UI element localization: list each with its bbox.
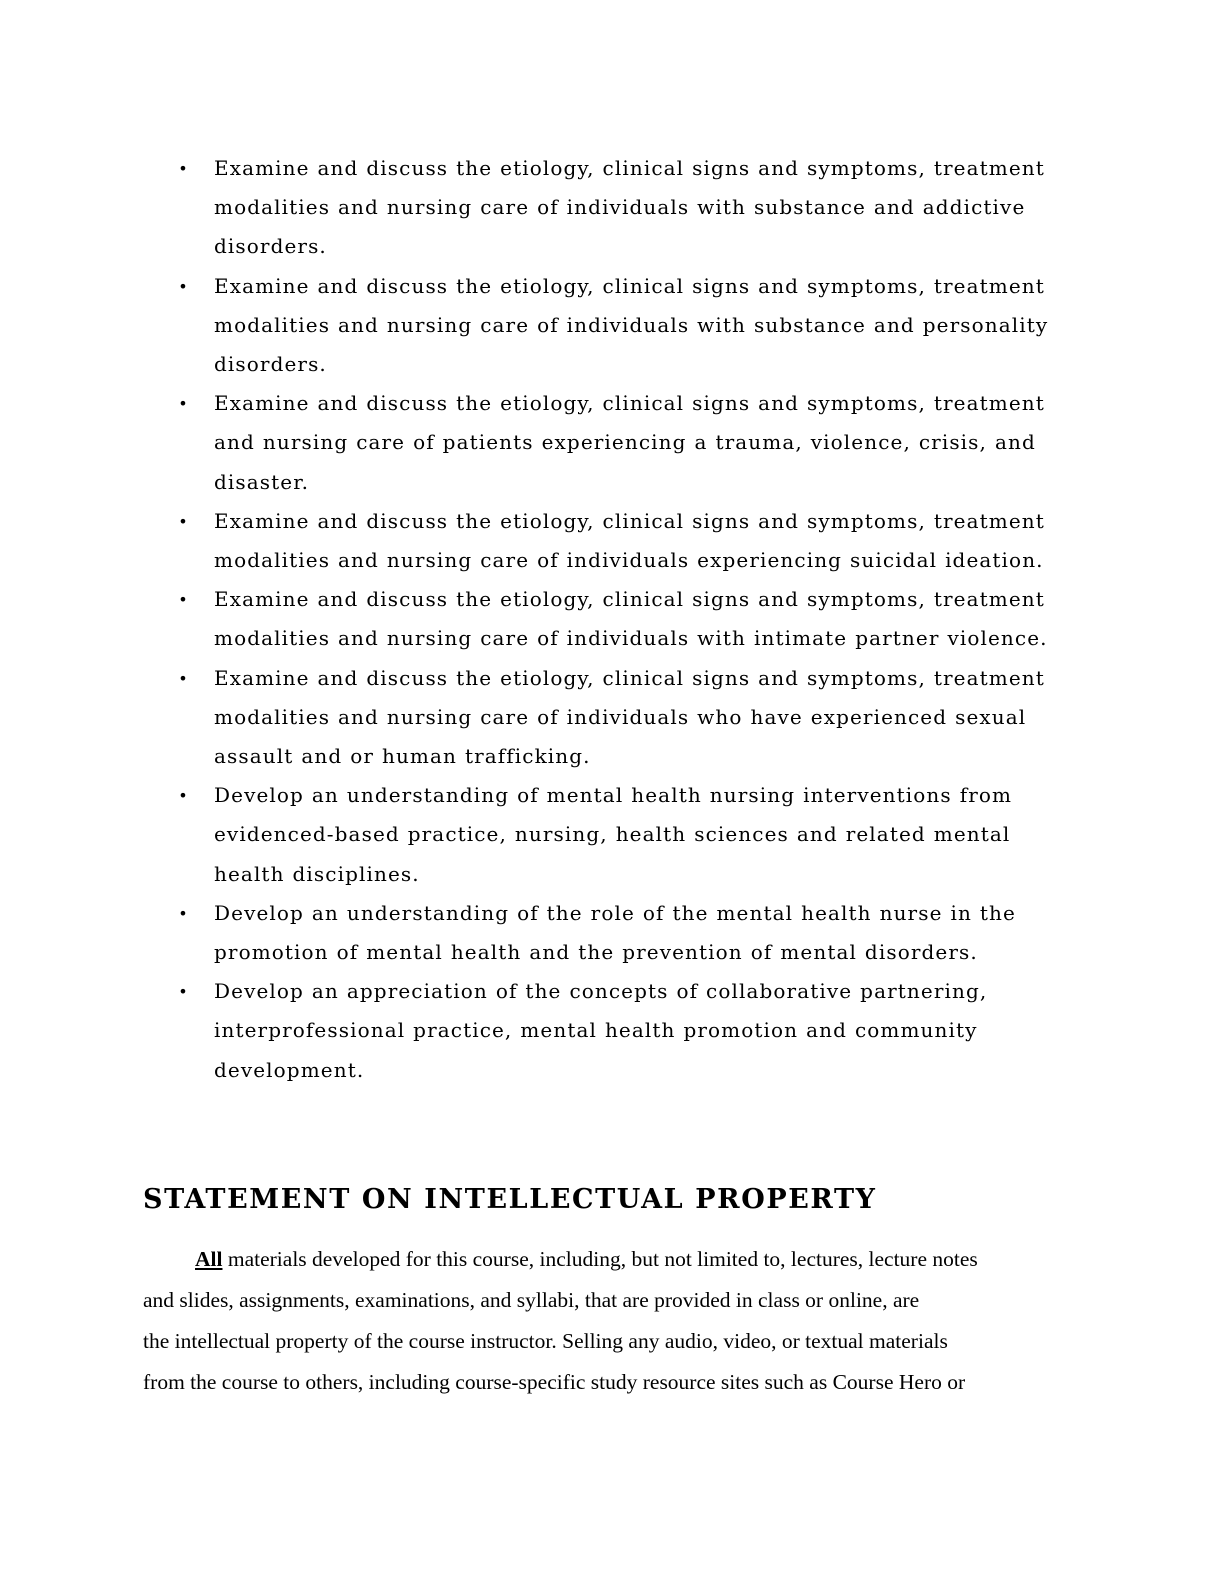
list-item-text-line: promotion of mental health and the prevention of mental disorders. bbox=[214, 940, 978, 965]
list-item-text-line: evidenced-based practice, nursing, health sciences and related mental bbox=[214, 822, 1011, 847]
list-item-text-line: disorders. bbox=[214, 234, 327, 259]
list-item bbox=[176, 502, 1056, 580]
list-item-text-line: Examine and discuss the etiology, clinical signs and symptoms, treatment bbox=[214, 587, 1045, 612]
list-item-text-line: modalities and nursing care of individuals with substance and personality bbox=[214, 312, 1049, 337]
list-item-text-line: modalities and nursing care of individuals who have experienced sexual bbox=[214, 704, 1027, 729]
paragraph-line: the intellectual property of the course instructor. Selling any audio, video, or textual materials bbox=[143, 1329, 948, 1353]
paragraph-line: from the course to others, including course-specific study resource sites such as Course Hero or bbox=[143, 1370, 966, 1394]
bullet-icon: • bbox=[178, 511, 188, 531]
list-item-text-line: health disciplines. bbox=[214, 861, 420, 886]
list-item-text-line: assault and or human trafficking. bbox=[214, 744, 591, 769]
bullet-icon: • bbox=[178, 159, 188, 178]
list-item-text-line: disorders. bbox=[214, 352, 327, 377]
list-item bbox=[176, 267, 1056, 385]
paragraph-line bbox=[143, 1239, 1083, 1280]
section-heading: STATEMENT ON INTELLECTUAL PROPERTY bbox=[143, 1184, 877, 1215]
bullet-icon: • bbox=[178, 982, 188, 1002]
list-item bbox=[176, 384, 1056, 502]
list-item-text-line: Develop an appreciation of the concepts of collaborative partnering, bbox=[214, 979, 988, 1004]
list-item-text-line: modalities and nursing care of individuals experiencing suicidal ideation. bbox=[214, 548, 1044, 573]
list-item-text-line: Develop an understanding of the role of the mental health nurse in the bbox=[214, 900, 1016, 925]
paragraph-line: and slides, assignments, examinations, and syllabi, that are provided in class or online, are bbox=[143, 1288, 920, 1312]
list-item-text-line: Examine and discuss the etiology, clinical signs and symptoms, treatment bbox=[214, 665, 1045, 690]
list-item bbox=[176, 580, 1056, 658]
list-item-text-line: development. bbox=[214, 1057, 365, 1082]
list-item-text-line: Examine and discuss the etiology, clinical signs and symptoms, treatment bbox=[214, 273, 1045, 298]
course-objectives-list bbox=[176, 149, 1056, 1090]
list-item-text-line: interprofessional practice, mental health promotion and community bbox=[214, 1018, 978, 1043]
list-item-text-line: Examine and discuss the etiology, clinical signs and symptoms, treatment bbox=[214, 156, 1045, 180]
list-item-text-line: Examine and discuss the etiology, clinical signs and symptoms, treatment bbox=[214, 391, 1045, 416]
intellectual-property-paragraph bbox=[143, 1239, 1083, 1403]
emphasized-lead-word: All bbox=[195, 1247, 223, 1271]
list-item bbox=[176, 659, 1056, 777]
list-item bbox=[176, 894, 1056, 972]
list-item bbox=[176, 972, 1056, 1090]
paragraph-line-rest: materials developed for this course, including, but not limited to, lectures, lecture notes bbox=[222, 1247, 978, 1271]
list-item bbox=[176, 149, 1056, 267]
bullet-icon: • bbox=[178, 276, 188, 296]
bullet-icon: • bbox=[178, 786, 188, 806]
list-item-text-line: Examine and discuss the etiology, clinical signs and symptoms, treatment bbox=[214, 508, 1045, 533]
list-item-text-line: Develop an understanding of mental health nursing interventions from bbox=[214, 783, 1013, 808]
bullet-icon: • bbox=[178, 590, 188, 610]
list-item-text-line: modalities and nursing care of individuals with intimate partner violence. bbox=[214, 626, 1048, 651]
bullet-icon: • bbox=[178, 903, 188, 923]
list-item bbox=[176, 776, 1056, 894]
bullet-icon: • bbox=[178, 394, 188, 414]
list-item-text-line: disaster. bbox=[214, 469, 310, 494]
bullet-icon: • bbox=[178, 668, 188, 688]
list-item-text-line: modalities and nursing care of individuals with substance and addictive bbox=[214, 195, 1026, 220]
list-item-text-line: and nursing care of patients experiencing a trauma, violence, crisis, and bbox=[214, 430, 1036, 455]
